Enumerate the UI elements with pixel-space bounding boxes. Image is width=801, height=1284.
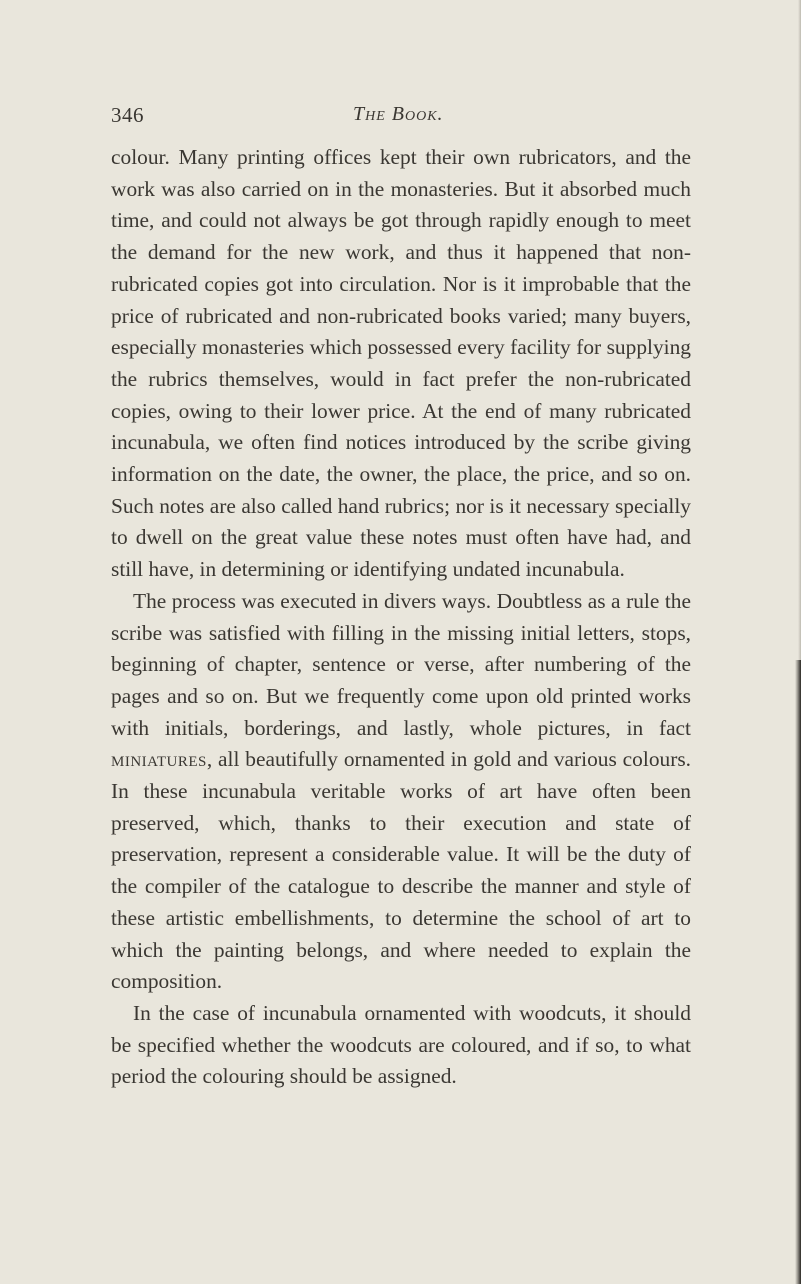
running-head — [111, 103, 691, 133]
page-number: 346 — [111, 103, 144, 127]
body-text — [111, 142, 691, 1093]
paragraph-1: colour. Many printing offices kept their own rubricators, and the work was also carried on in the monasteries. But it absorbed much time, and could not always be got through rapidly enough to meet the demand for the new work, and thus it happened that non-rubricated copies got into circulation. Nor is it improbable that the price of rubricated and non-rubricated books varied; many buyers, especially monasteries which possessed every facility for supplying the rubrics themselves, would in fact prefer the non-rubricated copies, owing to their lower price. At the end of many rubricated incunabula, we often find notices introduced by the scribe giving information on the date, the owner, the place, the price, and so on. Such notes are also called hand rubrics; nor is it necessary specially to dwell on the great value these notes must often have had, and still have, in determining or identifying undated incunabula. — [111, 145, 691, 582]
paragraph-2-text-b: , all beautifully ornamented in gold and various colours. In these incunabula veritable works of art have often been preserved, which, thanks to their execution and state of preservation, represent a considerable value. It will be the duty of the compiler of the catalogue to describe the manner and style of these artistic embellishments, to determine the school of art to which the painting belongs, and where needed to explain the composition. — [111, 747, 691, 994]
page-edge-shadow — [795, 660, 801, 1284]
paragraph-3: In the case of incunabula ornamented with woodcuts, it should be specified whether the woodcuts are coloured, and if so, to what period the colouring should be assigned. — [111, 1000, 691, 1089]
paragraph-2 — [111, 586, 691, 998]
paragraph-2-text-a: The process was executed in divers ways. Doubtless as a rule the scribe was satisfied with filling in the missing initial letters, stops, beginning of chapter, sentence or verse, after numbering of the pages and so on. But we frequently come upon old printed works with initials, borderings, and lastly, whole pictures, in fact — [111, 588, 691, 740]
miniatures-term: miniatures — [111, 747, 207, 772]
running-title: The Book. — [353, 103, 444, 125]
